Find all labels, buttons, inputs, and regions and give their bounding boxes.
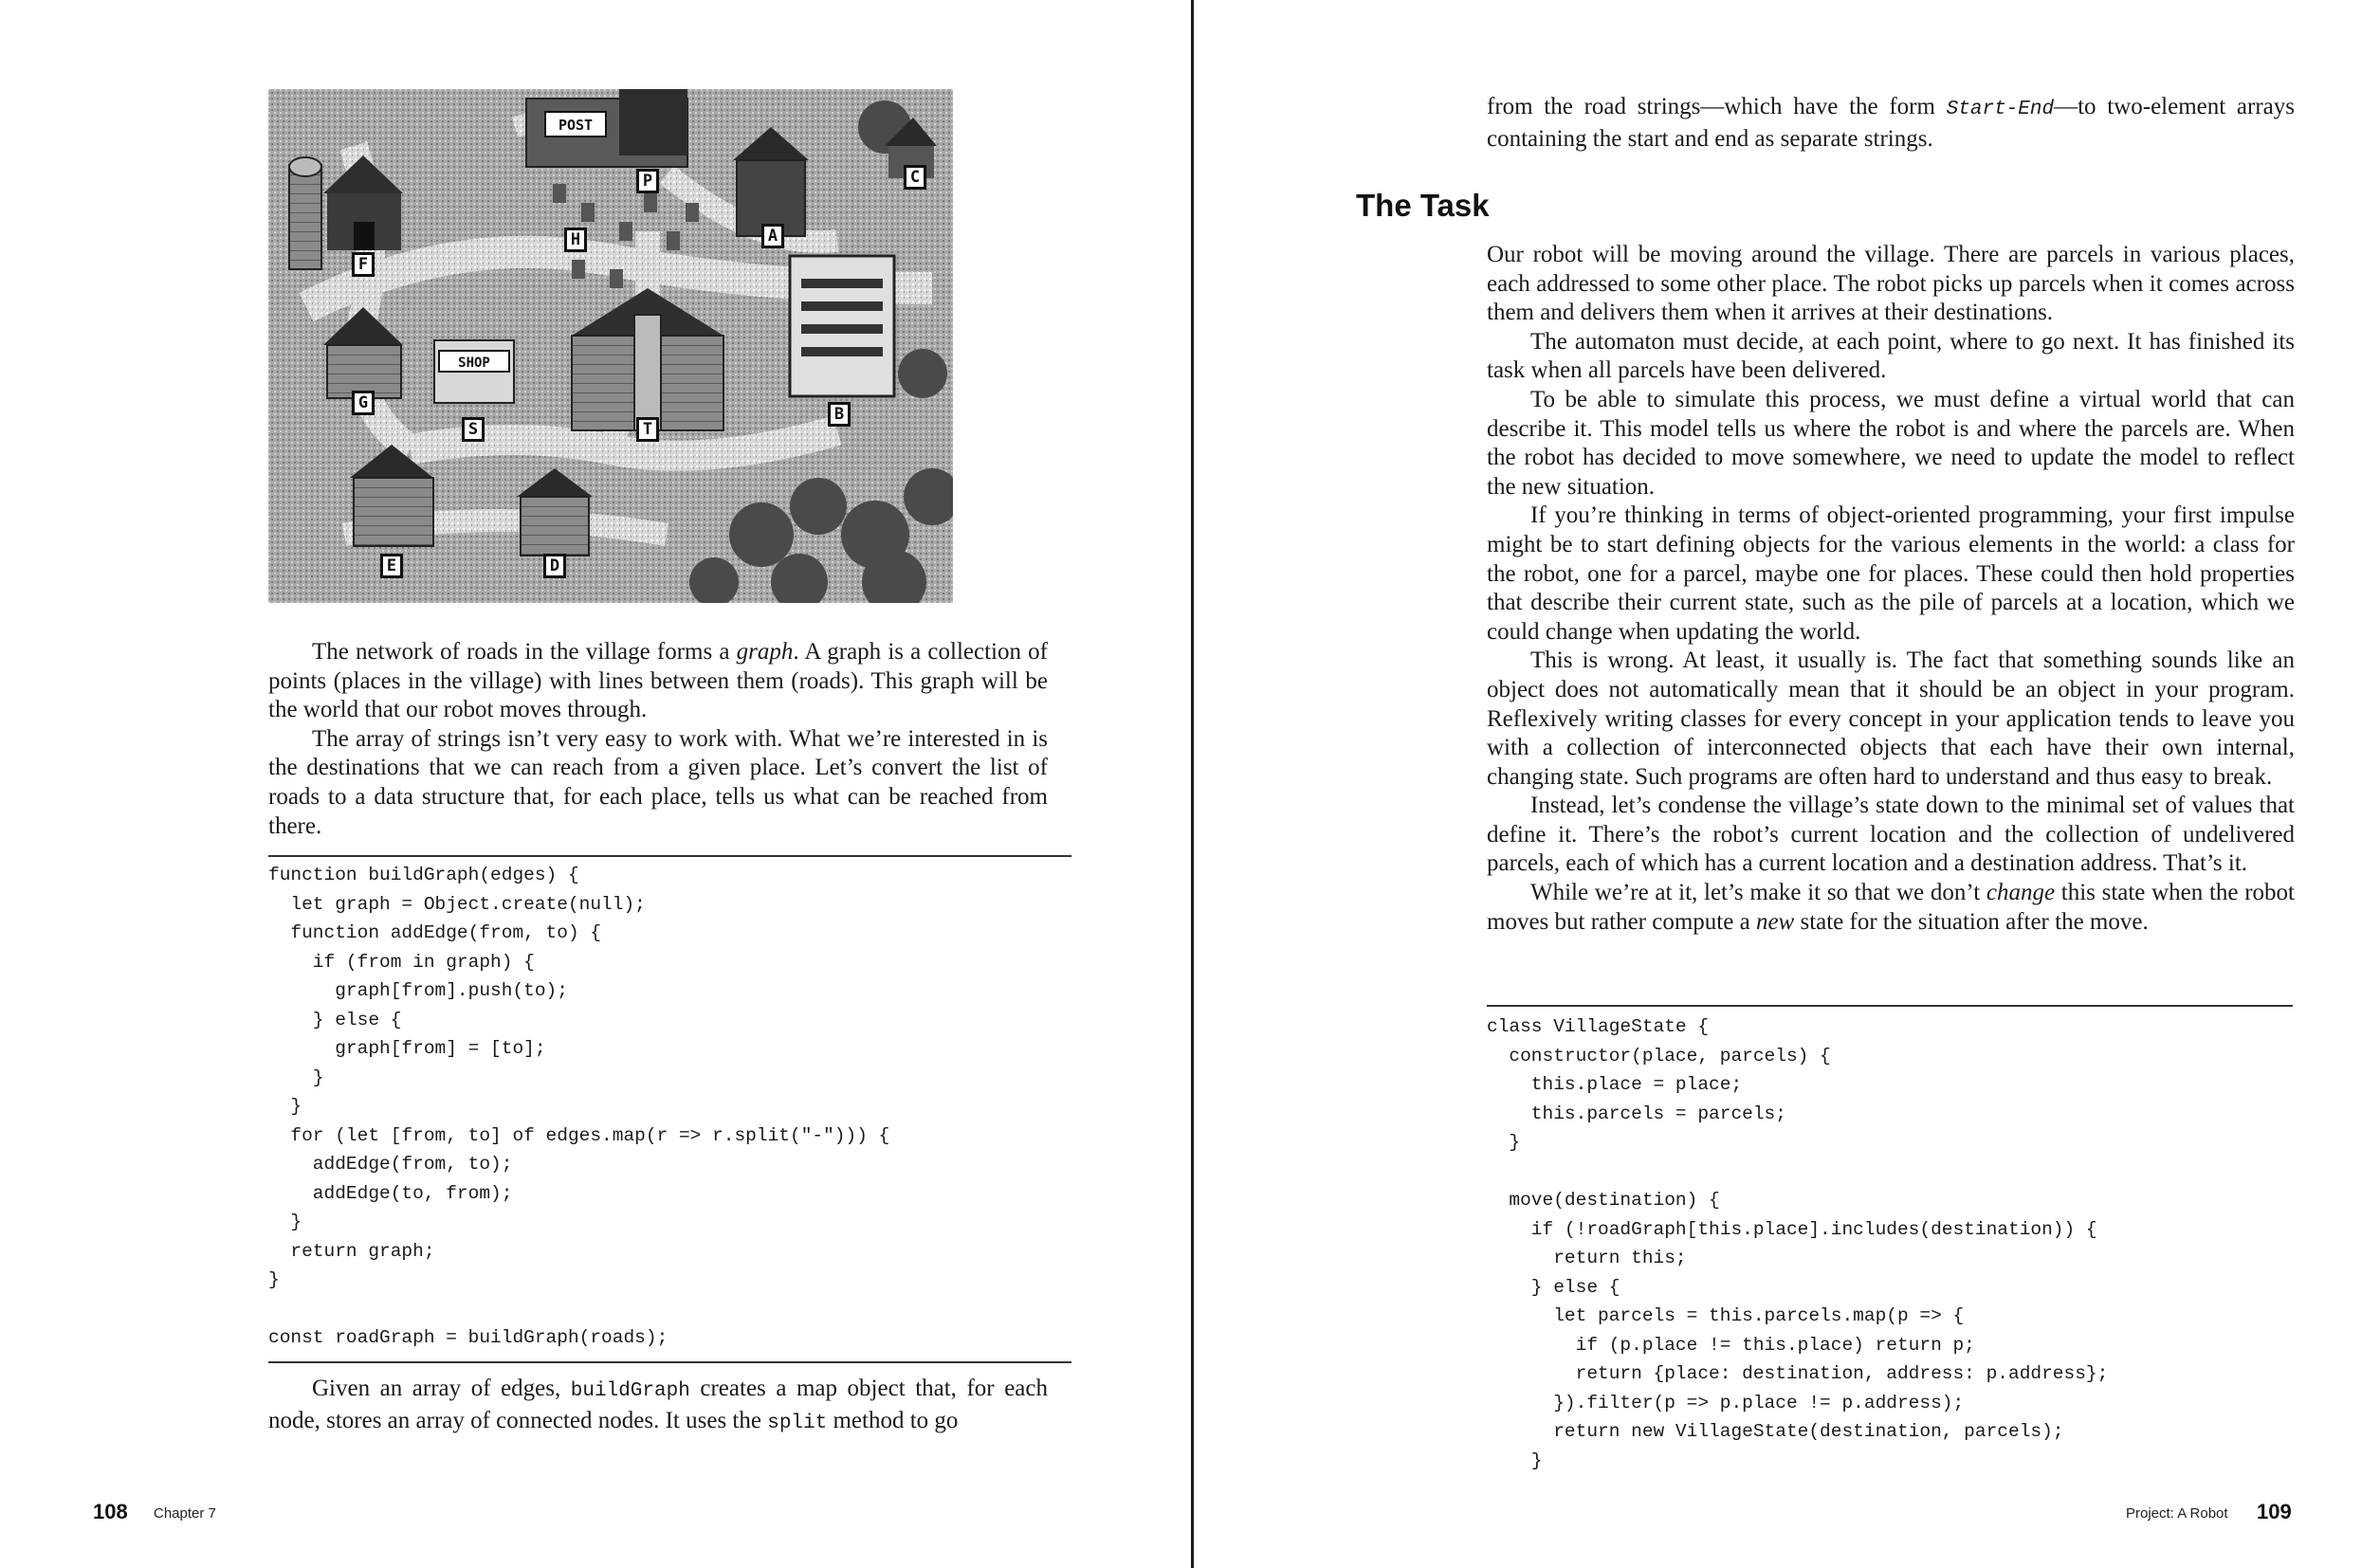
map-label-t: T [636,417,659,442]
running-footer-section: Project: A Robot [2126,1505,2228,1522]
inline-code-start-end: Start-End [1946,99,2055,120]
map-label-b: B [828,402,851,427]
book-spine [1191,0,1194,1568]
left-after-code-paragraph: Given an array of edges, buildGraph creates a map object that, for each node, stores an array of connected nodes. It uses the split method to go [268,1376,1048,1434]
map-label-p: P [636,169,659,193]
right-code-rule-top [1487,1005,2293,1007]
paragraph-robot-moving: Our robot will be moving around the village. There are parcels in various places, each addressed to some other place. The robot picks up parcels when it comes across them and delivers them when it arrives at their destinations. [1487,242,2295,326]
paragraph-automaton: The automaton must decide, at each point, where to go next. It has finished its task when all parcels have been delivered. [1487,328,2295,384]
map-label-e: E [380,554,403,578]
post-sign-text: POST [558,117,594,134]
right-continuation-paragraph: from the road strings—which have the form Start-End—to two-element arrays containing the start and end as separate strings. [1487,94,2295,152]
emphasis-graph: graph [736,639,794,665]
code-build-graph: function buildGraph(edges) { let graph = Object.create(null); function addEdge(from, to) { if (from in graph) { graph[from].push(to); } else { graph[from] = [to]; } } for (let [from, to] of edges.map(r => r.split("-"))) { addEdge(from, to); addEdge(to, from); } return graph; } const roadGraph = buildGraph(roads); [268,865,890,1348]
right-prose-block [1487,241,2295,937]
village-map-illustration [268,89,953,603]
map-label-h: H [564,228,587,252]
code-rule-top [268,855,1071,857]
map-label-d: D [543,554,566,578]
paragraph-simulate: To be able to simulate this process, we must define a virtual world that can describe it. This model tells us where the robot is and where the parcels are. When the robot has decided to move somewhere, we need to update the model to reflect the new situation. [1487,386,2295,500]
map-label-c: C [904,165,926,190]
paragraph-condense-state: Instead, let’s condense the village’s state down to the minimal set of values that define it. There’s the robot’s current location and the collection of undelivered parcels, each of which has a current location and a destination address. That’s it. [1487,793,2295,877]
paragraph-array-of-strings: The array of strings isn’t very easy to work with. What we’re interested in is the destinations that we can reach from a given place. Let’s convert the list of roads to a data structure that, for each place, tells us what can be reached from there. [268,725,1048,839]
map-label-a: A [761,224,784,248]
map-label-g: G [352,391,375,415]
paragraph-graph: The network of roads in the village forms a graph. A graph is a collection of points (places in the village) with lines between them (roads). This graph will be the world that our robot moves through. [268,639,1048,723]
code-rule-bottom [268,1361,1071,1363]
section-heading: The Task [1356,188,1490,223]
map-label-f: F [352,252,375,277]
page-number-left: 108 [93,1500,128,1523]
page-number-right: 109 [2257,1500,2292,1523]
paragraph-this-is-wrong: This is wrong. At least, it usually is. The fact that something sounds like an object does not automatically mean that it should be an object in your program. Reflexively writing classes for every concept in your application tends to leave you with a collection of interconnected objects that each have their own internal, changing state. Such programs are often hard to understand and thus easy to break. [1487,647,2295,790]
shop-sign-text: SHOP [458,356,490,371]
emphasis-new: new [1755,908,1795,935]
inline-code-buildgraph: buildGraph [570,1380,690,1402]
paragraph-object-oriented: If you’re thinking in terms of object-oriented programming, your first impulse might be to start defining objects for the various elements in the world: a class for the robot, one for a parcel, maybe one for places. These could then hold properties that describe their current state, such as the pile of parcels at a location, which we could change when updating the world. [1487,502,2295,645]
code-village-state: class VillageState { constructor(place, parcels) { this.place = place; this.parcels = parcels; } move(destination) { if (!roadGraph[this.place].includes(destination)) { return this; } else { let parcels = this.parcels.map(p => { if (p.place != this.place) return p; return {place: destination, address: p.address}; }).filter(p => p.place != p.address); return new VillageState(destination, parcels); } [1487,1016,2109,1471]
paragraph-dont-change: While we’re at it, let’s make it so that we don’t change this state when the robot moves but rather compute a new state for the situation after the move. [1487,880,2295,935]
map-label-s: S [462,417,485,442]
running-footer-chapter: Chapter 7 [154,1505,216,1522]
left-prose-block [268,638,1048,841]
inline-code-split: split [767,1412,828,1434]
emphasis-change: change [1986,880,2056,906]
